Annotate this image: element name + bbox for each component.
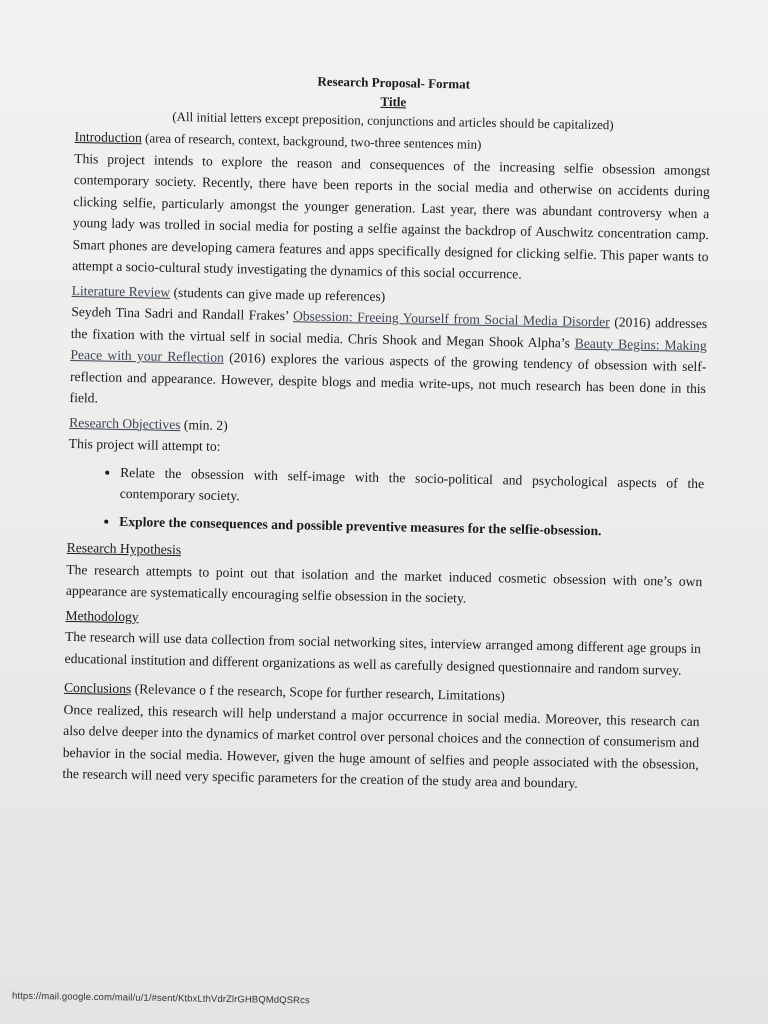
conclusions-note: (Relevance o f the research, Scope for further research, Limitations) bbox=[131, 681, 506, 704]
capitalization-note: (All initial letters except preposition, conjunctions and articles should be capitalized) bbox=[172, 108, 614, 133]
literature-text-3: (2016) explores the various aspects of the growing tendency of obsession with self-reflection and appearance. However, despite blogs and media write-ups, not much research has been done in this field. bbox=[69, 349, 707, 406]
book-title-beauty-begins: Beauty Begins: Making Peace with your Reflection bbox=[70, 335, 707, 365]
research-hypothesis-body: The research attempts to point out that isolation and the market induced cosmetic obsession with one’s own appearance are systematically encouraging selfie obsession in the society. bbox=[65, 561, 703, 606]
introduction-heading: Introduction bbox=[74, 128, 142, 146]
research-hypothesis-heading: Research Hypothesis bbox=[66, 539, 182, 558]
conclusions-body: Once realized, this research will help understand a major occurrence in social media. Moreover, this research can also delve deeper into the dynamics of market control over personal choices and the connection of consumerism and behavior in the social media. However, given the huge amount of selfies and people associated with the obsession, the research will need very specific parameters for the creation of the study area and boundary. bbox=[62, 701, 700, 791]
objective-item: • Explore the consequences and possible preventive measures for the selfie-obsession. bbox=[119, 510, 703, 543]
research-objectives-intro: This project will attempt to: bbox=[68, 435, 221, 454]
footer-url: https://mail.google.com/mail/u/1/#sent/KtbxLthVdrZlrGHBQMdQSRcs bbox=[11, 990, 310, 1007]
literature-review-body bbox=[69, 301, 707, 421]
document-title: Research Proposal- Format bbox=[317, 73, 471, 92]
document-content bbox=[62, 66, 712, 797]
methodology-body: The research will use data collection from social networking sites, interview arranged among different age groups in educational institution and different organizations as well as carefully designed questionnaire and random survey. bbox=[64, 628, 702, 678]
document-subtitle: Title bbox=[380, 93, 407, 109]
objective-item: • Relate the obsession with self-image with the socio-political and psychological aspects of the contemporary society. bbox=[120, 461, 705, 515]
book-title-obsession: Obsession: Freeing Yourself from Social Media Disorder bbox=[292, 308, 610, 330]
research-objectives-heading: Research Objectives bbox=[69, 414, 181, 432]
conclusions-heading: Conclusions bbox=[63, 679, 132, 697]
introduction-note: (area of research, context, background, two-three sentences min) bbox=[141, 130, 482, 152]
introduction-body: This project intends to explore the reason and consequences of the increasing selfie obsession amongst contemporary society. Recently, there have been reports in the social media and otherwise on accidents during clicking selfie, particularly amongst the younger generation. Last year, there was abundant controversy when a young lady was trolled in social media for posting a selfie against the backdrop of Auschwitz concentration camp. Smart phones are developing camera features and apps specifically designed for clicking selfie. This paper wants to attempt a socio-cultural study investigating the dynamics of this social occurrence. bbox=[72, 150, 711, 282]
literature-review-note: (students can give made up references) bbox=[170, 284, 386, 304]
literature-text-1: Seydeh Tina Sadri and Randall Frakes’ bbox=[71, 303, 294, 324]
literature-review-heading: Literature Review bbox=[71, 282, 171, 300]
research-objectives-note: (min. 2) bbox=[180, 416, 228, 433]
literature-text-2: (2016) addresses the fixation with the virtual self in social media. Chris Shook and Megan Shook Alpha’s bbox=[70, 314, 708, 351]
methodology-heading: Methodology bbox=[65, 607, 139, 624]
objectives-list bbox=[67, 460, 704, 543]
